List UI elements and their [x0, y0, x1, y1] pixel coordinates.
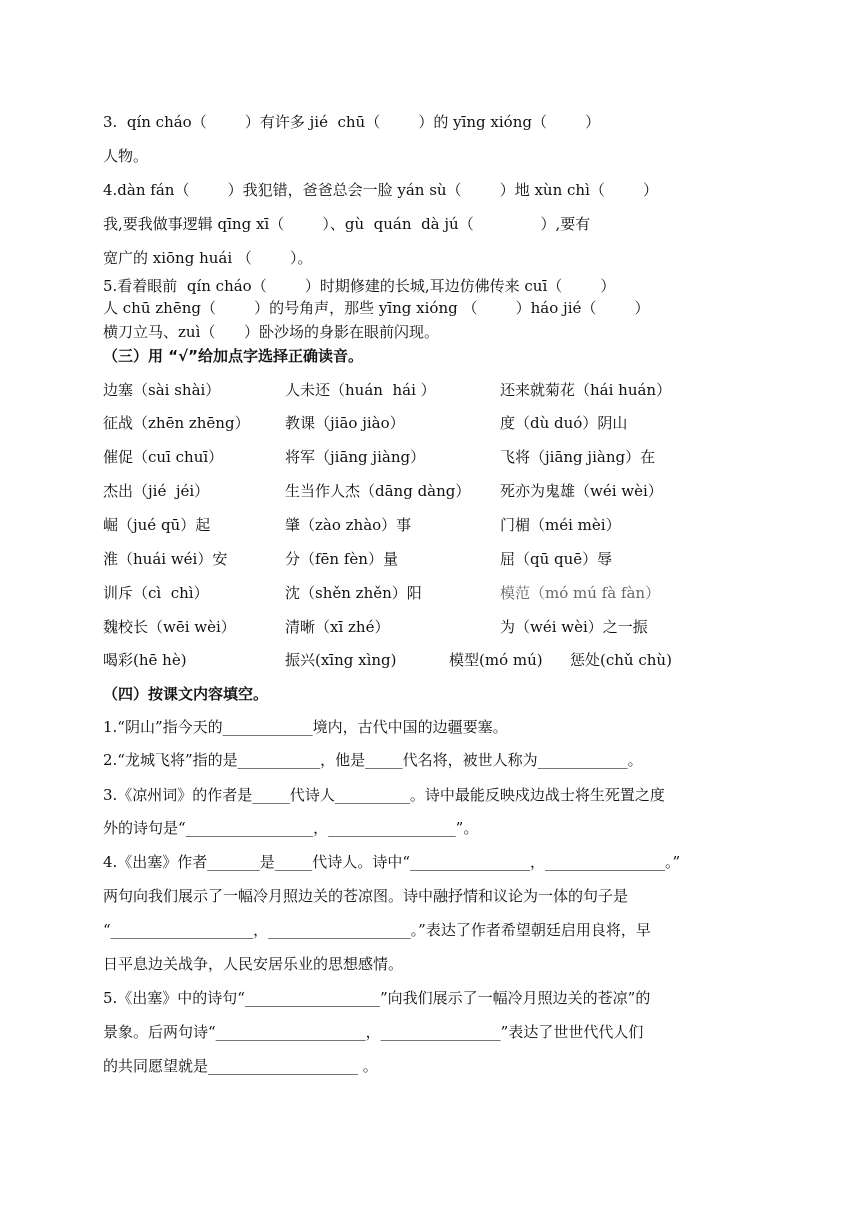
choice-item: 生当作人杰（dāng dàng）: [285, 482, 471, 500]
choice-item: 边塞（sài shài）: [103, 381, 221, 399]
pinyin-line-5b: 人 chū zhēng（ ）的号角声，那些 yīng xióng （ ）háo jié（ ）: [103, 299, 650, 317]
choice-item: 将军（jiāng jiàng）: [285, 448, 426, 466]
fill-line: “___________________，___________________。”表达了作者希望朝廷启用良将，早: [103, 921, 651, 939]
choice-item: 沈（shěn zhěn）阳: [285, 584, 422, 602]
section4-title: （四）按课文内容填空。: [103, 685, 269, 703]
choice-item: 惩处(chǔ chù): [570, 651, 672, 669]
choice-item: 门楣（méi mèi）: [500, 516, 621, 534]
choice-item: 教课（jiāo jiào）: [285, 414, 405, 432]
pinyin-line-3b: 人物。: [103, 147, 149, 165]
choice-item: 死亦为鬼雄（wéi wèi）: [500, 482, 663, 500]
choice-item: 淮（huái wéi）安: [103, 550, 228, 568]
choice-item: 模范（mó mú fà fàn）: [500, 584, 661, 602]
choice-item: 肇（zào zhào）事: [285, 516, 412, 534]
choice-item: 杰出（jié jéi）: [103, 482, 210, 500]
pinyin-line-3a: 3. qín cháo（ ）有许多 jié chū（ ）的 yīng xióng（ ）: [103, 113, 601, 131]
choice-item: 度（dù duó）阴山: [500, 414, 628, 432]
choice-item: 模型(mó mú): [449, 651, 543, 669]
fill-line: 1.“阴山”指今天的____________境内，古代中国的边疆要塞。: [103, 718, 508, 736]
choice-item: 飞将（jiāng jiàng）在: [500, 448, 656, 466]
choice-item: 魏校长（wēi wèi）: [103, 618, 236, 636]
choice-item: 屈（qū quē）辱: [500, 550, 613, 568]
choice-item: 喝彩(hē hè): [103, 651, 187, 669]
fill-line: 4.《出塞》作者_______是_____代诗人。诗中“________________，________________。”: [103, 853, 681, 871]
fill-line: 3.《凉州词》的作者是_____代诗人__________。诗中最能反映戍边战士将生死置之度: [103, 786, 665, 804]
choice-item: 分（fēn fèn）量: [285, 550, 398, 568]
choice-item: 为（wéi wèi）之一振: [500, 618, 648, 636]
fill-line: 两句向我们展示了一幅冷月照边关的苍凉图。诗中融抒情和议论为一体的句子是: [103, 887, 629, 905]
fill-line: 的共同愿望就是____________________ 。: [103, 1057, 378, 1075]
section3-title: （三）用 “√”给加点字选择正确读音。: [103, 347, 363, 365]
fill-line: 2.“龙城飞将”指的是___________，他是_____代名将，被世人称为____________。: [103, 751, 643, 769]
pinyin-line-4a: 4.dàn fán（ ）我犯错，爸爸总会一脸 yán sù（ ）地 xùn chì（ ）: [103, 181, 659, 199]
choice-item: 人未还（huán hái ）: [285, 381, 436, 399]
fill-line: 外的诗句是“_________________，_________________”。: [103, 819, 479, 837]
pinyin-line-5c: 横刀立马、zuì（ ）卧沙场的身影在眼前闪现。: [103, 323, 439, 341]
pinyin-line-4b: 我,要我做事逻辑 qīng xī（ ）、gù quán dà jú（ ）,要有: [103, 215, 591, 233]
pinyin-line-5a: 5.看着眼前 qín cháo（ ）时期修建的长城,耳边仿佛传来 cuī（ ）: [103, 277, 616, 295]
choice-item: 振兴(xīng xìng): [285, 651, 397, 669]
choice-item: 崛（jué qū）起: [103, 516, 211, 534]
choice-item: 清晰（xī zhé）: [285, 618, 390, 636]
choice-item: 还来就菊花（hái huán）: [500, 381, 672, 399]
choice-item: 训斥（cì chì）: [103, 584, 209, 602]
choice-item: 催促（cuī chuī）: [103, 448, 224, 466]
fill-line: 5.《出塞》中的诗句“__________________”向我们展示了一幅冷月照边关的苍凉”的: [103, 989, 651, 1007]
fill-line: 景象。后两句诗“____________________，________________”表达了世世代代人们: [103, 1023, 644, 1041]
choice-item: 征战（zhēn zhēng）: [103, 414, 250, 432]
fill-line: 日平息边关战争，人民安居乐业的思想感情。: [103, 955, 404, 973]
pinyin-line-4c: 宽广的 xiōng huái （ ）。: [103, 249, 313, 267]
